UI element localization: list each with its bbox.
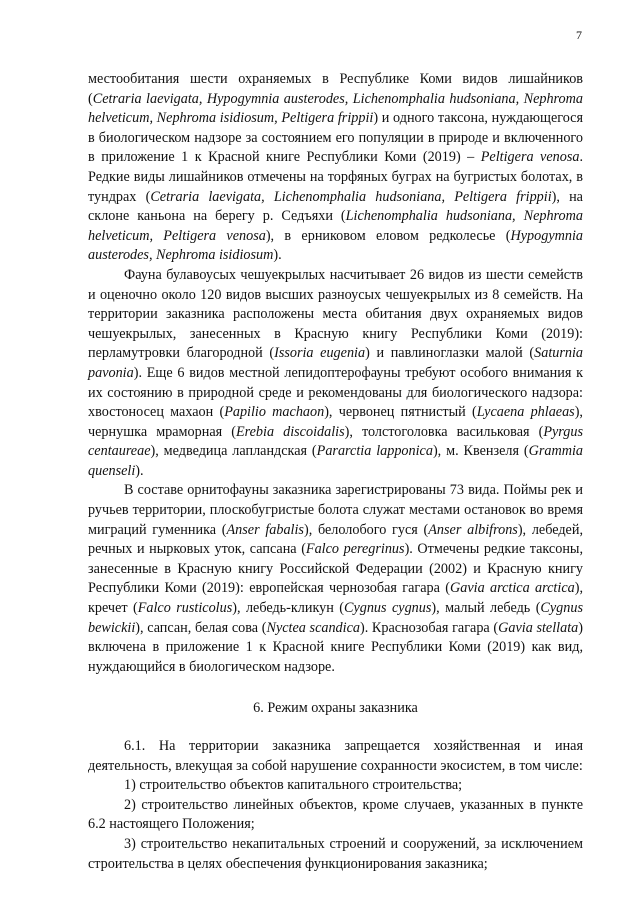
text-run: ) и павлиноглазки малой ( [365, 345, 535, 362]
text-run: ), белолобого гуся ( [303, 521, 429, 538]
species-name: Saturnia pavonia [88, 345, 583, 381]
species-name: Issoria eugenia [274, 345, 366, 362]
paragraph-lepidoptera [88, 266, 583, 482]
text-run: ). [273, 247, 282, 264]
species-name: Gavia stellata [498, 619, 579, 636]
text-run: ). Еще 6 видов местной лепидоптерофауны требуют особого внимания к их состоянию в природной среде и рекомендованы для биологического надзора: хвостоносец махаон ( [88, 364, 583, 421]
species-name: Pyrgus centaureae [88, 423, 583, 460]
document-body [88, 70, 583, 874]
species-name: Cygnus bewickii [88, 600, 583, 636]
species-name: Anser albifrons [428, 521, 518, 538]
text-run: ), на склоне каньона на берегу р. Седъяхи ( [88, 188, 583, 225]
text-run: В составе орнитофауны заказника зарегистрированы 73 вида. Поймы рек и ручьев территории, плоскобугристые болота служат местами остановок во время миграций гуменника ( [88, 482, 583, 538]
text-run: ), кречет ( [88, 580, 583, 617]
text-run: ). Краснозобая гагара ( [359, 619, 499, 636]
list-item: 1) строительство объектов капитального строительства; [124, 777, 463, 794]
text-run: ) включена в приложение 1 к Красной книге Республики Коми (2019) как вид, нуждающийся в биологическом надзоре. [88, 619, 583, 675]
species-name: Lichenomphalia hudsoniana, Nephroma helveticum, Peltigera venosa [88, 208, 583, 244]
text-run: ), лебедь-кликун ( [232, 600, 344, 617]
text-run: ) и одного таксона, нуждающегося в биологическом надзоре за состоянием его популяции в природе и включенного в приложение 1 к Красной книге Республики Коми (2019) – [88, 110, 583, 166]
text-run: ). Отмечены редкие таксоны, занесенные в Красную книгу Российской Федерации (2002) и Красную книгу Республики Коми (2019): европейская чернозобая гагара ( [88, 541, 583, 597]
species-name: Papilio machaon [224, 404, 325, 421]
text-run: ), чернушка мраморная ( [88, 404, 583, 440]
species-name: Hypogymnia austerodes, Nephroma isidiosum [88, 227, 584, 264]
species-name: Pararctia lapponica [316, 443, 433, 460]
text-run: местообитания шести охраняемых в Республике Коми видов лишайников ( [88, 71, 583, 107]
species-name: Falco rusticolus [137, 600, 233, 617]
list-item: 3) строительство некапитальных строений и сооружений, за исключением строительства в целях обеспечения функционирования заказника; [88, 835, 583, 872]
paragraph-lichens [88, 70, 583, 266]
list-item: 2) строительство линейных объектов, кроме случаев, указанных в пункте 6.2 настоящего Положения; [88, 796, 583, 833]
text-run: ), червонец пятнистый ( [324, 404, 477, 421]
text-run: ), толстоголовка васильковая ( [344, 423, 544, 440]
text-run: Фауна булавоусых чешуекрылых насчитывает 26 видов из шести семейств и оценочно около 120 видов высших разноусых чешуекрылых из 8 семейств. На территории заказника расположены места обитания двух охраняемых видов чешуекрылых, занесенных в Красную книгу Республики Коми (2019): перламутровки благородной ( [88, 266, 583, 362]
text-run: ), сапсан, белая сова ( [135, 619, 267, 636]
species-name: Falco peregrinus [305, 541, 405, 558]
species-name: Nyctea scandica [266, 619, 360, 636]
text-run: ), лебедей, речных и нырковых уток, сапсана ( [88, 521, 583, 558]
species-name: Gavia arctica arctica [449, 580, 575, 597]
text-run: ), малый лебедь ( [431, 600, 541, 617]
species-name: Cetraria laevigata, Lichenomphalia hudsoniana, Peltigera frippii [150, 188, 552, 205]
species-name: Lycaena phlaeas [476, 404, 575, 421]
paragraph-birds [88, 481, 583, 677]
paragraph-prohibitions: 6.1. На территории заказника запрещается хозяйственная и иная деятельность, влекущая за собой нарушение сохранности экосистем, в том числе: [88, 738, 583, 774]
species-name: Erebia discoidalis [235, 423, 345, 440]
species-name: Peltigera venosa [480, 149, 580, 166]
species-name: Anser fabalis [226, 521, 304, 538]
species-name: Cygnus cygnus [343, 600, 432, 617]
section-heading: 6. Режим охраны заказника [253, 700, 418, 717]
page-number: 7 [576, 28, 582, 42]
species-name: Cetraria laevigata, Hypogymnia austerodes, Lichenomphalia hudsoniana, Nephroma helveticum, Nephroma isidiosum, Peltigera frippii [88, 90, 583, 127]
species-name: Grammia quenseli [88, 443, 584, 479]
text-run: ). [135, 462, 144, 479]
text-run: . Редкие виды лишайников отмечены на торфяных буграх на бугристых болотах, в тундрах ( [88, 149, 583, 205]
text-run: ), в ерниковом еловом редколесье ( [265, 227, 511, 244]
text-run: ), м. Квензеля ( [432, 443, 529, 460]
text-run: ), медведица лапландская ( [150, 443, 317, 460]
